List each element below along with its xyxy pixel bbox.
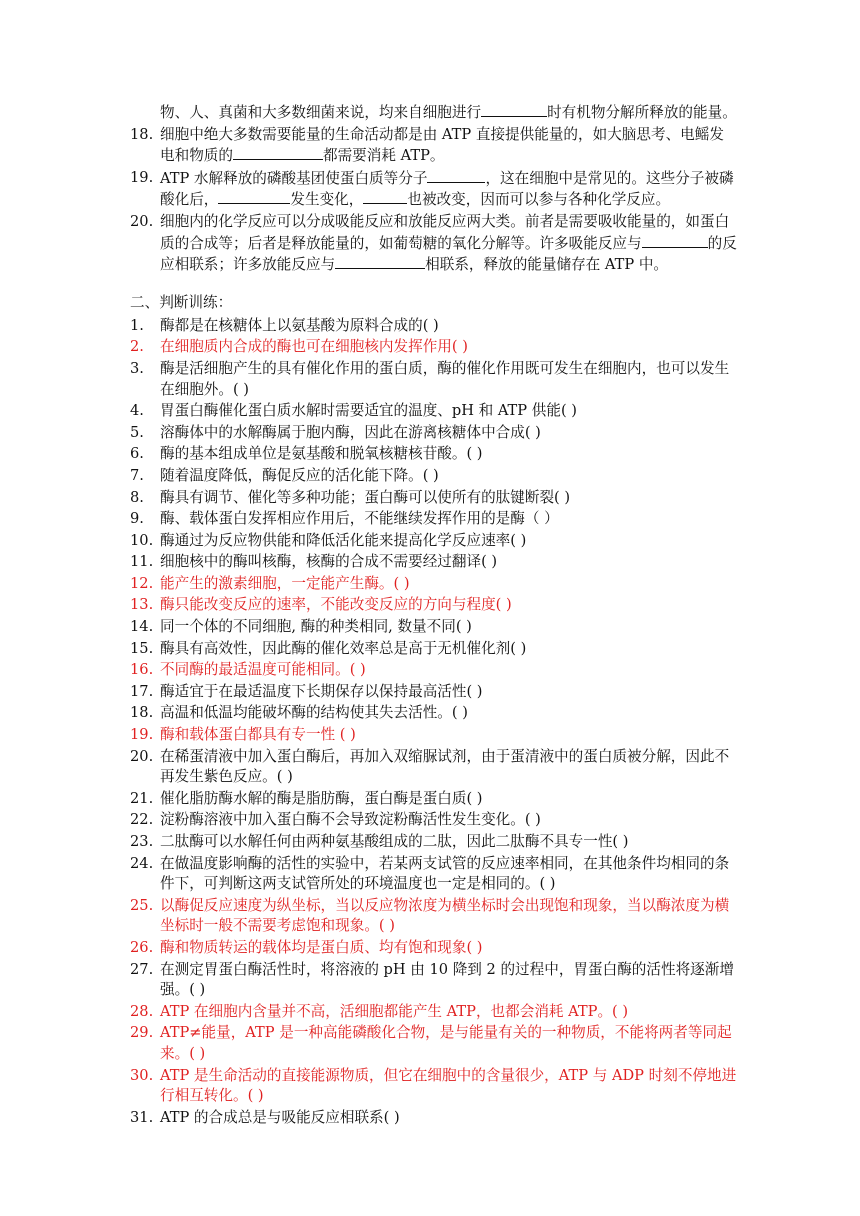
- item-text: 能产生的激素细胞，一定能产生酶。( ): [160, 574, 410, 592]
- judgment-item: [130, 1023, 738, 1064]
- answer-blank[interactable]: [427, 168, 485, 183]
- item-number: 25.: [130, 896, 154, 914]
- item-text: 胃蛋白酶催化蛋白质水解时需要适宜的温度、pH 和 ATP 供能( ): [160, 402, 577, 420]
- document-content: [130, 102, 738, 1129]
- judgment-item: [130, 466, 738, 487]
- fill-item-19: [130, 168, 738, 211]
- item-number: 22.: [130, 811, 154, 829]
- judgment-item: [130, 509, 738, 530]
- item-text: 同一个体的不同细胞, 酶的种类相同, 数量不同( ): [160, 618, 472, 636]
- item-text: 催化脂肪酶水解的酶是脂肪酶，蛋白酶是蛋白质( ): [160, 789, 483, 807]
- item-number: 10.: [130, 531, 154, 549]
- item-text: 淀粉酶溶液中加入蛋白酶不会导致淀粉酶活性发生变化。( ): [160, 811, 541, 829]
- item-text: 酶和物质转运的载体均是蛋白质、均有饱和现象( ): [160, 938, 483, 956]
- answer-blank[interactable]: [481, 102, 547, 117]
- item-number: 26.: [130, 938, 154, 956]
- answer-blank[interactable]: [642, 233, 708, 248]
- item-number: 9.: [130, 510, 144, 528]
- item-text: 细胞核中的酶叫核酶，核酶的合成不需要经过翻译( ): [160, 553, 498, 571]
- judgment-item: [130, 617, 738, 638]
- item-text: 溶酶体中的水解酶属于胞内酶，因此在游离核糖体中合成( ): [160, 423, 541, 441]
- item-text: 酶是活细胞产生的具有催化作用的蛋白质，酶的催化作用既可发生在细胞内，也可以发生在细胞外。( ): [160, 359, 730, 398]
- item-text: 二肽酶可以水解任何由两种氨基酸组成的二肽，因此二肽酶不具专一性( ): [160, 833, 629, 850]
- judgment-item: [130, 896, 738, 937]
- judgment-item: [130, 1066, 738, 1107]
- item-number: 31.: [130, 1108, 154, 1126]
- item-text: ATP 的合成总是与吸能反应相联系( ): [160, 1108, 400, 1126]
- item-number: 14.: [130, 618, 154, 636]
- item-number: [130, 102, 160, 124]
- judgment-item: [130, 660, 738, 681]
- item-text: 在细胞质内合成的酶也可在细胞核内发挥作用( ): [160, 338, 468, 356]
- item-text: 物、人、真菌和大多数细菌来说，均来自细胞进行 时有机物分解所释放的能量。: [160, 104, 737, 121]
- item-text: 在做温度影响酶的活性的实验中，若某两支试管的反应速率相同，在其他条件均相同的条件下，可判断这两支试管所处的环境温度也一定是相同的。( ): [160, 854, 730, 893]
- judgment-item: [130, 938, 738, 959]
- item-number: 4.: [130, 402, 144, 420]
- item-text: 酶和载体蛋白都具有专一性 ( ): [160, 726, 356, 744]
- item-text: 在稀蛋清液中加入蛋白酶后，再加入双缩脲试剂，由于蛋清液中的蛋白质被分解，因此不再发生紫色反应。( ): [160, 747, 730, 786]
- item-number: 24.: [130, 854, 154, 872]
- item-number: 13.: [130, 596, 154, 614]
- item-text: 酶适宜于在最适温度下长期保存以保持最高活性( ): [160, 682, 483, 700]
- item-text: 酶、载体蛋白发挥相应作用后，不能继续发挥作用的是酶（ ）: [160, 510, 559, 528]
- judgment-item: [130, 595, 738, 616]
- answer-blank[interactable]: [363, 189, 407, 204]
- fill-item-18: [130, 125, 738, 167]
- item-text: 酶的基本组成单位是氨基酸和脱氧核糖核苷酸。( ): [160, 445, 483, 463]
- item-number: 11.: [130, 553, 154, 571]
- item-text: 细胞中绝大多数需要能量的生命活动都是由 ATP 直接提供能量的，如大脑思考、电鳐发电和物质的 都需要消耗 ATP。: [160, 125, 724, 165]
- judgment-item: [130, 682, 738, 703]
- item-text: 高温和低温均能破坏酶的结构使其失去活性。( ): [160, 704, 468, 722]
- item-number: 15.: [130, 639, 154, 657]
- fill-item-continuation: [130, 102, 738, 124]
- judgment-item: [130, 574, 738, 595]
- item-text: 细胞内的化学反应可以分成吸能反应和放能反应两大类。前者是需要吸收能量的，如蛋白质的合成等；后者是释放能量的，如葡萄糖的氧化分解等。许多吸能反应与 的反应相联系；许多放能反应与 相联系，释放的能量储存在 ATP 中。: [160, 212, 737, 274]
- judgment-item: [130, 789, 738, 810]
- item-number: 27.: [130, 960, 154, 978]
- item-text: 在测定胃蛋白酶活性时，将溶液的 pH 由 10 降到 2 的过程中，胃蛋白酶的活性将逐渐增强。( ): [160, 960, 734, 999]
- item-number: 16.: [130, 661, 154, 679]
- item-number: 18.: [130, 704, 154, 722]
- item-text: ATP 水解释放的磷酸基团使蛋白质等分子 ，这在细胞中是常见的。这些分子被磷酸化后， 发生变化， 也被改变，因而可以参与各种化学反应。: [160, 169, 734, 209]
- item-number: 2.: [130, 338, 144, 356]
- item-text: 不同酶的最适温度可能相同。( ): [160, 661, 366, 679]
- judgment-item: [130, 423, 738, 444]
- judgment-item: [130, 747, 738, 788]
- judgment-item: [130, 854, 738, 895]
- judgment-item: [130, 337, 738, 358]
- item-number: 29.: [130, 1024, 154, 1042]
- item-text: 酶具有高效性，因此酶的催化效率总是高于无机催化剂( ): [160, 639, 527, 657]
- answer-blank[interactable]: [233, 145, 323, 160]
- item-number: 19.: [130, 168, 154, 186]
- judgment-item: [130, 832, 738, 853]
- item-number: 28.: [130, 1002, 154, 1020]
- item-text: ATP 是生命活动的直接能源物质，但它在细胞中的含量很少，ATP 与 ADP 时刻不停地进行相互转化。( ): [160, 1066, 737, 1105]
- item-text: ATP≠能量，ATP 是一种高能磷酸化合物，是与能量有关的一种物质，不能将两者等同起来。( ): [160, 1024, 732, 1062]
- item-number: 17.: [130, 682, 154, 700]
- item-number: 1.: [130, 316, 144, 334]
- judgment-list: [130, 316, 738, 1129]
- item-number: 3.: [130, 359, 144, 377]
- item-number: 20.: [130, 747, 154, 765]
- item-number: 30.: [130, 1066, 154, 1084]
- judgment-item: [130, 1002, 738, 1023]
- item-text: 酶都是在核糖体上以氨基酸为原料合成的( ): [160, 316, 439, 334]
- item-text: 酶具有调节、催化等多种功能；蛋白酶可以使所有的肽键断裂( ): [160, 488, 571, 506]
- answer-blank[interactable]: [218, 189, 290, 204]
- item-text: 酶通过为反应物供能和降低活化能来提高化学反应速率( ): [160, 531, 527, 549]
- item-number: 23.: [130, 833, 154, 850]
- item-text: 以酶促反应速度为纵坐标，当以反应物浓度为横坐标时会出现饱和现象，当以酶浓度为横坐标时一般不需要考虑饱和现象。( ): [160, 896, 730, 935]
- answer-blank[interactable]: [335, 254, 425, 269]
- judgment-item: [130, 401, 738, 422]
- judgment-item: [130, 703, 738, 724]
- item-number: 12.: [130, 574, 154, 592]
- judgment-item: [130, 639, 738, 660]
- item-number: 6.: [130, 445, 144, 463]
- judgment-item: [130, 359, 738, 400]
- fill-item-20: [130, 212, 738, 276]
- item-text: ATP 在细胞内含量并不高，活细胞都能产生 ATP，也都会消耗 ATP。( ): [160, 1002, 629, 1020]
- judgment-item: [130, 552, 738, 573]
- item-number: 18.: [130, 125, 154, 143]
- judgment-item: [130, 531, 738, 552]
- item-number: 7.: [130, 466, 144, 484]
- judgment-item: [130, 1108, 738, 1129]
- judgment-item: [130, 810, 738, 831]
- judgment-item: [130, 725, 738, 746]
- judgment-item: [130, 488, 738, 509]
- item-number: 21.: [130, 789, 154, 807]
- item-text: 随着温度降低，酶促反应的活化能下降。( ): [160, 466, 439, 484]
- item-number: 20.: [130, 212, 154, 230]
- section-title: 二、判断训练：: [130, 293, 233, 311]
- item-text: 酶只能改变反应的速率，不能改变反应的方向与程度( ): [160, 596, 512, 614]
- item-number: 19.: [130, 726, 154, 744]
- judgment-item: [130, 316, 738, 337]
- item-number: 5.: [130, 423, 144, 441]
- item-number: 8.: [130, 488, 144, 506]
- judgment-item: [130, 444, 738, 465]
- judgment-item: [130, 960, 738, 1001]
